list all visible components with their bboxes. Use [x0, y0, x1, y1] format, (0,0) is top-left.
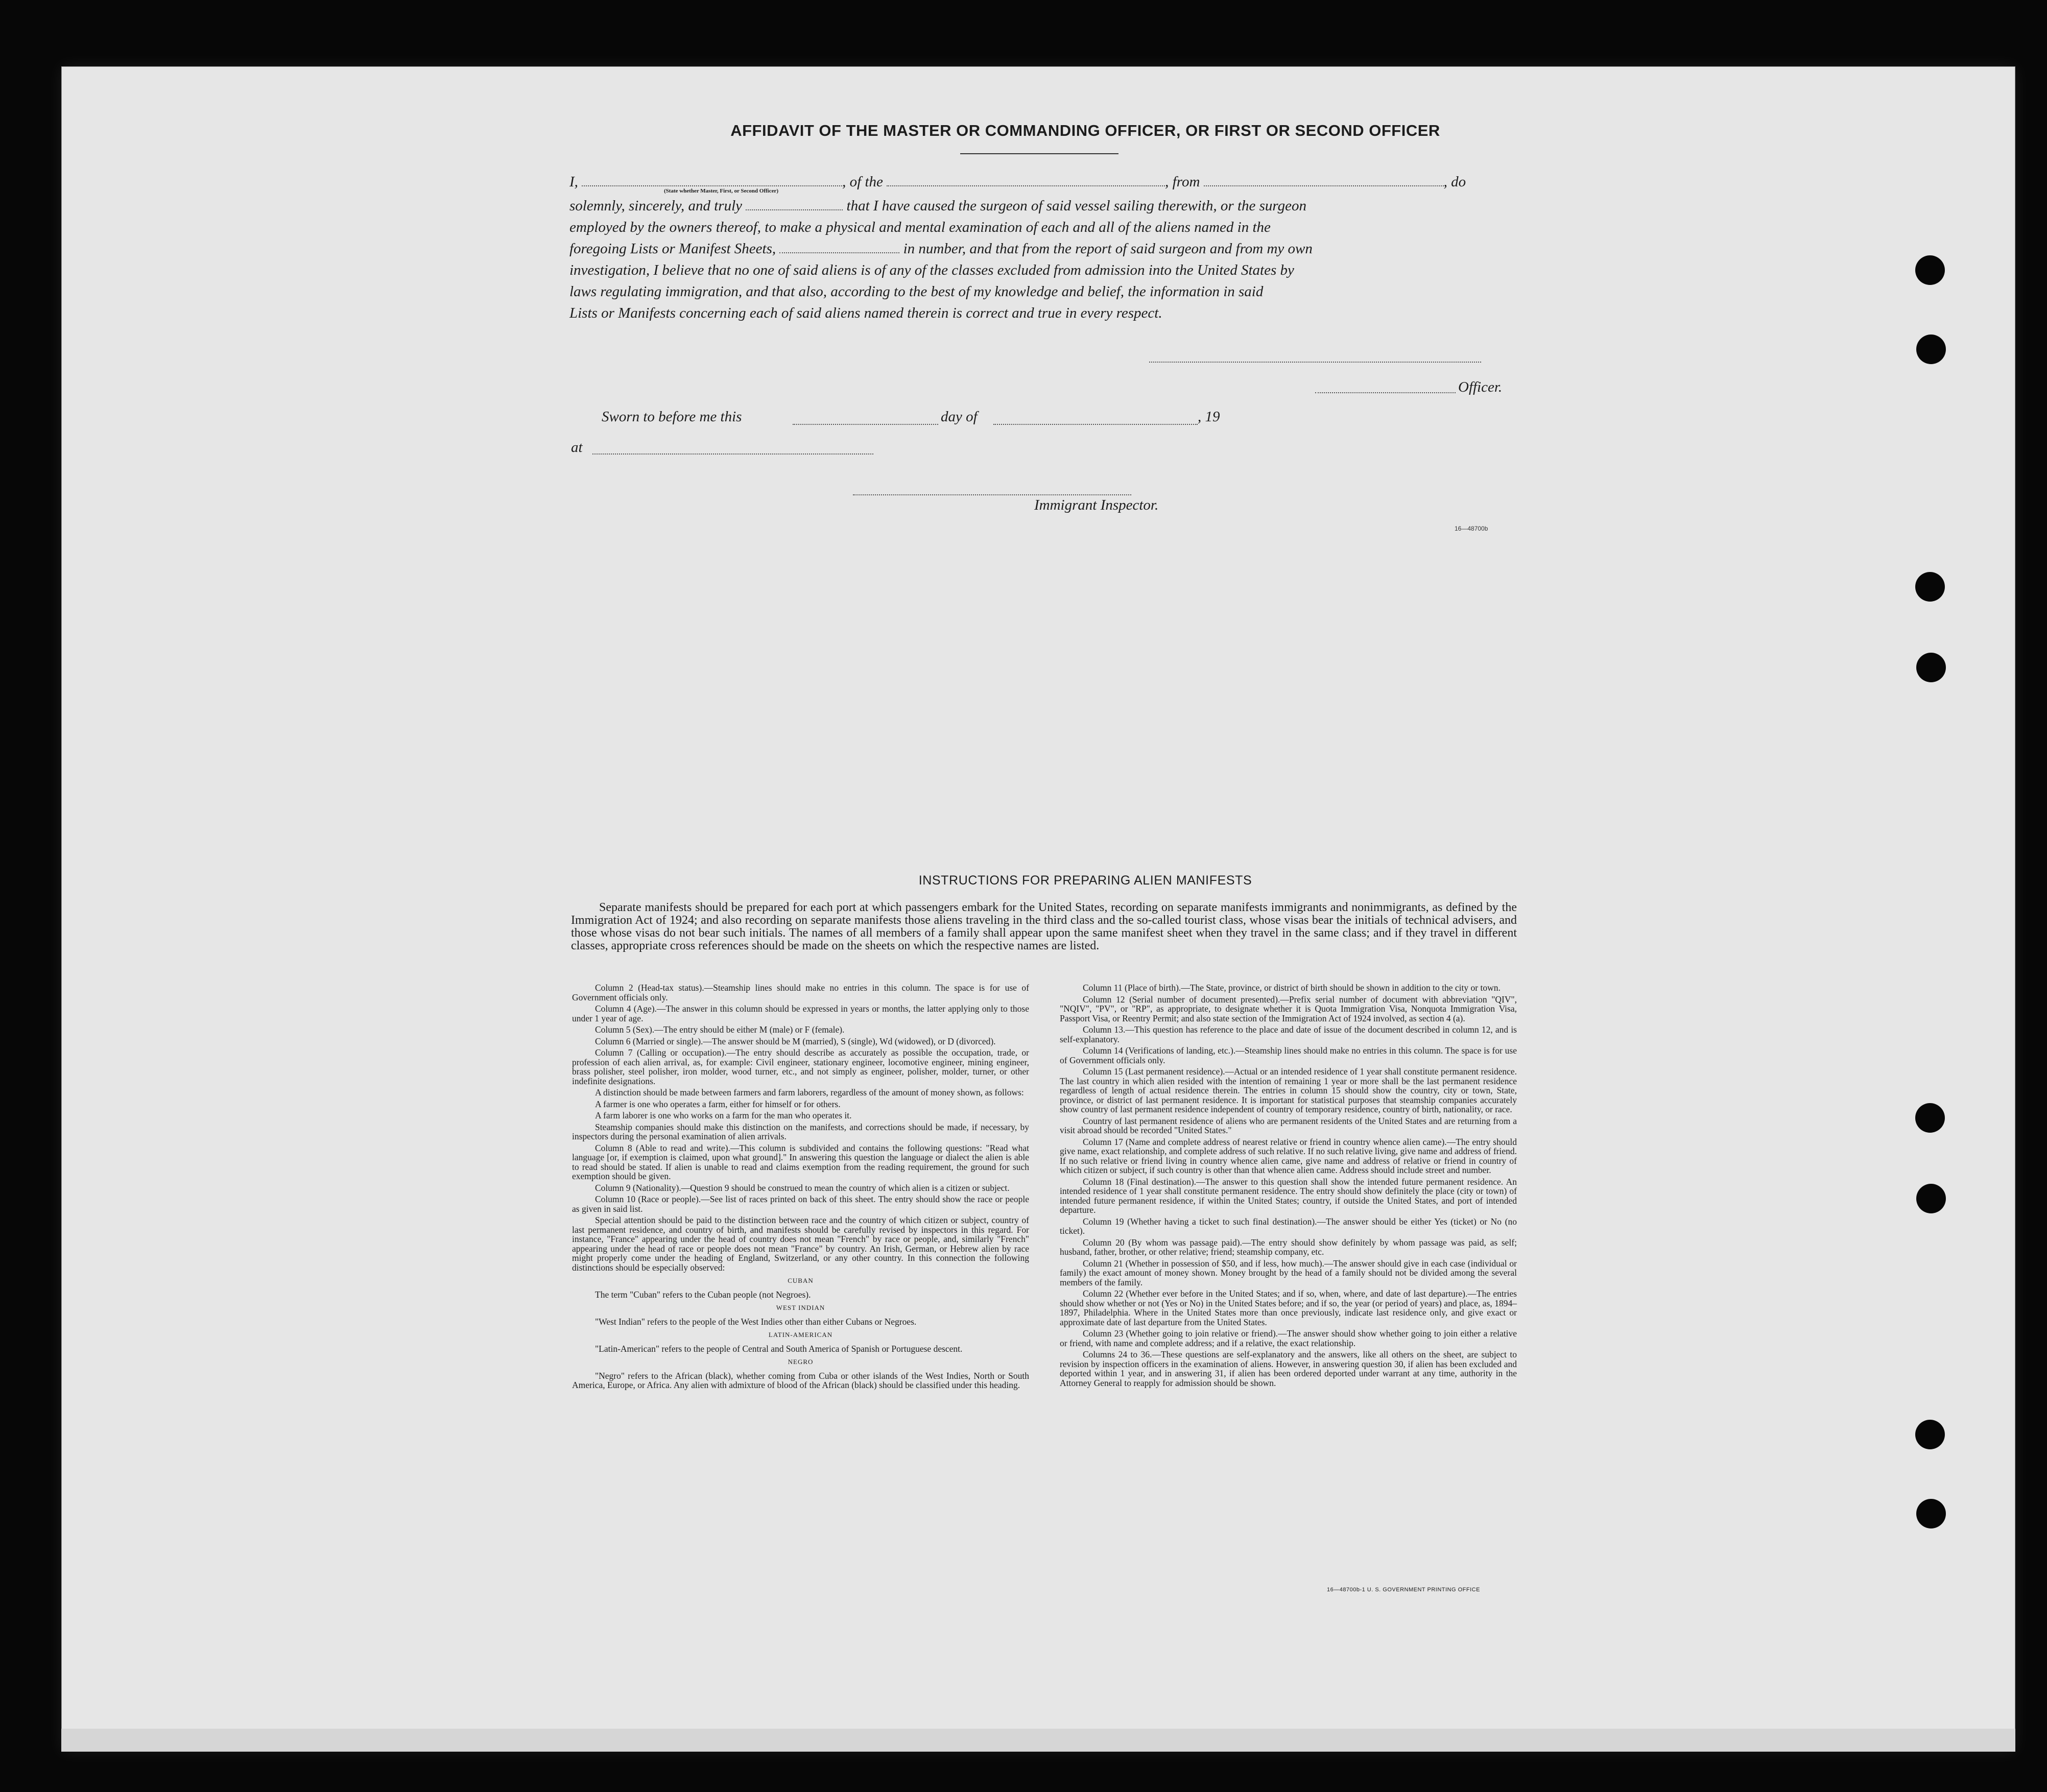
instruction-text: —Steamship lines should make no entries in this column. The space is for use of Government officials only. — [572, 983, 1029, 1002]
instruction-text: —The answer should be M (married), S (single), Wd (widowed), or D (divorced). — [703, 1036, 996, 1046]
instructions-right-column — [1060, 983, 1517, 1390]
place-blank — [592, 453, 873, 455]
affidavit-line-7: Lists or Manifests concerning each of said aliens named therein is correct and true in every respect. — [569, 305, 1162, 321]
instruction-paragraph — [572, 1088, 1029, 1097]
instruction-text: —Actual or an intended residence of 1 year shall constitute permanent residence. The last country in which alien resided with the intention of remaining 1 year or more shall be the last permanent residence regardless of length of actual residence therein. The entries in column 15 should show the country, city or town, State, province, or district of last permanent residence. It is important for statistical purposes that steamship companies accurately show country of last permanent residence independent of country of temporary residence, country of birth, nationality, or race. — [1060, 1066, 1517, 1114]
punch-hole — [1916, 334, 1946, 364]
punch-hole — [1915, 572, 1945, 602]
punch-hole — [1915, 1103, 1945, 1133]
punch-hole — [1916, 653, 1946, 682]
instruction-paragraph — [1060, 1137, 1517, 1175]
instruction-heading: Column 10 (Race or people). — [595, 1194, 701, 1204]
instruction-paragraph — [1060, 1217, 1517, 1236]
instruction-paragraph — [572, 983, 1029, 1002]
instruction-heading: Column 22 (Whether ever before in the United States; and if so, when, where, and date of last departure). — [1083, 1288, 1468, 1299]
instruction-heading: Column 6 (Married or single). — [595, 1036, 703, 1046]
instruction-text: Special attention should be paid to the distinction between race and the country of which citizen or subject, country of last permanent residence, and country of birth, and manifests should be carefully revised by inspectors in this regard. For instance, "France" appearing under the head of country does not mean "French" by race or people, and, similarly "French" appearing under the head of race or people does not mean "France" by country. An Irish, German, or Hebrew alien by race might properly come under the heading of England, Switzerland, or any other country. In this connection the following distinctions should be especially observed: — [572, 1215, 1029, 1273]
affidavit-do: , do — [1443, 174, 1466, 190]
negro-text: "Negro" refers to the African (black), whether coming from Cuba or other islands of the West Indies, North or South America, Europe, or Africa. Any alien with admixture of blood of the African (black) should be classified under this heading. — [572, 1370, 1029, 1390]
instruction-text: Country of last permanent residence of aliens who are permanent residents of the United States and are returning from a visit abroad should be recorded "United States." — [1060, 1115, 1517, 1135]
instruction-heading: Column 18 (Final destination). — [1083, 1176, 1197, 1187]
instruction-heading: Column 15 (Last permanent residence). — [1083, 1066, 1225, 1077]
title-rule — [960, 153, 1118, 154]
instruction-paragraph — [1060, 1177, 1517, 1215]
instruction-text: —This question has reference to the place and date of issue of the document described in column 12, and is self-explanatory. — [1060, 1024, 1517, 1044]
instruction-paragraph — [1060, 983, 1517, 993]
instruction-text: —This column is subdivided and contains the following questions: "Read what language [or, if exemption is claimed, upon what ground]." In answering this question the language or dialect the alien is able to read should be stated. If alien is unable to read and claims exemption from the reading requirement, the ground for such exemption should be given. — [572, 1142, 1029, 1181]
instruction-text: Columns 24 to 36.—These questions are self-explanatory and the answers, like all others on the sheet, are subject to revision by inspection officers in the examination of aliens. However, in answering question 30, if alien has been excluded and deported within 1 year, and in answering 31, if alien has been ordered deported under warrant at any time, authority in the Attorney General to reapply for admission should be shown. — [1060, 1349, 1517, 1388]
instruction-text: Steamship companies should make this distinction on the manifests, and corrections should be made, if necessary, by inspectors during the personal examination of alien arrivals. — [572, 1121, 1029, 1141]
signature-line — [1149, 362, 1481, 363]
instruction-paragraph — [572, 1111, 1029, 1120]
instruction-paragraph — [572, 1194, 1029, 1213]
instruction-paragraph — [1060, 1329, 1517, 1348]
footer-code: 16—48700b-1 U. S. GOVERNMENT PRINTING OFFICE — [1327, 1587, 1480, 1593]
instruction-paragraph — [1060, 1025, 1517, 1044]
instruction-paragraph — [572, 1143, 1029, 1181]
west-indian-heading: WEST INDIAN — [776, 1304, 825, 1311]
instruction-text: —The answer should show whether going to join either a relative or friend, with name and complete address; and if a relative, the exact relationship. — [1060, 1328, 1517, 1348]
instruction-paragraph — [572, 1004, 1029, 1023]
instruction-heading: Column 2 (Head-tax status). — [595, 983, 704, 993]
instructions-title: INSTRUCTIONS FOR PREPARING ALIEN MANIFESTS — [918, 873, 1252, 888]
cuban-text: The term "Cuban" refers to the Cuban people (not Negroes). — [595, 1289, 811, 1300]
punch-hole — [1915, 1420, 1945, 1449]
affidavit-line-4a: foregoing Lists or Manifest Sheets, — [569, 241, 776, 257]
instruction-text: —Steamship lines should make no entries in this column. The space is for use of Government officials only. — [1060, 1045, 1517, 1065]
latin-american-heading: LATIN-AMERICAN — [768, 1331, 833, 1339]
instruction-text: —The State, province, or district of birth should be shown in addition to the city or town. — [1181, 983, 1501, 993]
instruction-heading: Column 19 (Whether having a ticket to such final destination). — [1083, 1216, 1317, 1227]
affidavit-from: , from — [1165, 174, 1200, 190]
instruction-paragraph — [1060, 1289, 1517, 1327]
inspector-line — [853, 494, 1131, 495]
sworn-label: Sworn to before me this — [602, 409, 742, 425]
instructions-left-column — [572, 983, 1029, 1392]
instruction-heading: Column 9 (Nationality). — [595, 1182, 681, 1193]
affidavit-of-the: , of the — [842, 174, 883, 190]
oath-blank — [746, 198, 843, 210]
punch-hole — [1916, 1499, 1946, 1528]
officer-line — [1315, 392, 1456, 393]
instruction-heading: Column 12 (Serial number of document presented). — [1083, 994, 1280, 1005]
count-blank — [779, 241, 899, 253]
instruction-heading: Column 13. — [1083, 1024, 1126, 1035]
year-label: , 19 — [1198, 409, 1220, 425]
affidavit-line-3: employed by the owners thereof, to make a physical and mental examination of each and all of the aliens named in the — [569, 219, 1271, 235]
cuban-heading: CUBAN — [788, 1277, 814, 1284]
instruction-text: —The entries should show whether or not (Yes or No) in the United States before; and if so, the year (or period of years) and place, as, 1894–1897, Philadelphia. Where in the United States more than once previously, indicate last residence only, and give exact or approximate date of last departure from the United States. — [1060, 1288, 1517, 1327]
instruction-paragraph — [1060, 1116, 1517, 1135]
affidavit-line-2 — [569, 195, 1514, 217]
instruction-heading: Column 5 (Sex). — [595, 1024, 655, 1035]
affidavit-line-5: investigation, I believe that no one of said aliens is of any of the classes excluded from admission into the United States by — [569, 262, 1294, 278]
instruction-text: —The entry should describe as accurately as possible the occupation, trade, or profession of each alien arrival, as, for example: Civil engineer, stationary engineer, locomotive engineer, mining engineer, brass polisher, steel polisher, iron molder, wood turner, etc., and not simply as engineer, polisher, molder, turner, or other indefinite designations. — [572, 1047, 1029, 1086]
instruction-paragraph — [572, 1215, 1029, 1272]
instruction-text: —The entry should be either M (male) or F (female). — [654, 1024, 845, 1035]
affidavit-line-2a: solemnly, sincerely, and truly — [569, 198, 743, 214]
instruction-text: —Prefix serial number of document with abbreviation "QIV", "NQIV", "PV", or "RP", as appropriate, to designate whether it is Quota Immigration Visa, Nonquota Immigration Visa, Passport Visa, or Reentry Permit; and also state section of the Immigration Act of 1924 involved, as section 4 (a). — [1060, 994, 1517, 1023]
instruction-text: A distinction should be made between farmers and farm laborers, regardless of the amount of money shown, as follows: — [595, 1087, 1024, 1097]
instruction-heading: Column 23 (Whether going to join relative or friend). — [1083, 1328, 1278, 1339]
instruction-paragraph — [1060, 1046, 1517, 1065]
instruction-paragraph — [1060, 1067, 1517, 1114]
instruction-paragraph — [1060, 1238, 1517, 1257]
instruction-heading: Column 21 (Whether in possession of $50, and if less, how much). — [1083, 1258, 1324, 1269]
affidavit-line-6: laws regulating immigration, and that also, according to the best of my knowledge and belief, the information in said — [569, 283, 1264, 300]
instruction-text: —The answer should give in each case (individual or family) the exact amount of money shown. Money brought by the head of a family should not be divided among the several members of the family. — [1060, 1258, 1517, 1287]
punch-hole — [1915, 255, 1945, 285]
rank-note: (State whether Master, First, or Second Officer) — [664, 188, 779, 194]
instruction-paragraph — [572, 1048, 1029, 1086]
instruction-paragraph — [572, 1025, 1029, 1035]
port-blank — [1204, 174, 1444, 186]
form-code: 16—48700b — [1455, 525, 1488, 532]
day-blank — [793, 424, 938, 425]
rank-blank — [582, 174, 842, 186]
instruction-text: A farmer is one who operates a farm, either for himself or for others. — [595, 1098, 841, 1109]
instruction-heading: Column 4 (Age). — [595, 1003, 657, 1014]
instruction-text: —The entry should give name, exact relationship, and complete address of such relative. If no such relative living, give name and address of friend. If no such relative or friend living in country whence alien came, give name and address of relative or friend in country of which citizen or subject, if such country is other than that whence alien came. Address should include street and number. — [1060, 1136, 1517, 1175]
instruction-text: —The answer to this question shall show the intended future permanent residence. An intended residence of 1 year shall constitute permanent residence. The entry should show definitely the place (city or town) of intended future permanent residence, if within the United States; country, if outside the United States, and port of intended departure. — [1060, 1176, 1517, 1215]
affidavit-line-4 — [569, 238, 1514, 259]
instruction-text: A farm laborer is one who works on a farm for the man who operates it. — [595, 1110, 852, 1120]
punch-hole — [1916, 1184, 1946, 1213]
vessel-blank — [887, 174, 1165, 186]
latin-american-text: "Latin-American" refers to the people of Central and South America of Spanish or Portuguese descent. — [595, 1343, 963, 1354]
instruction-heading: Column 20 (By whom was passage paid). — [1083, 1237, 1242, 1248]
instruction-heading: Column 7 (Calling or occupation). — [595, 1047, 727, 1058]
instruction-paragraph — [572, 1122, 1029, 1141]
instruction-paragraph — [572, 1100, 1029, 1109]
negro-heading: NEGRO — [788, 1358, 814, 1366]
inspector-label: Immigrant Inspector. — [1034, 497, 1159, 513]
day-of-label: day of — [941, 409, 978, 425]
instruction-text: —The answer in this column should be expressed in years or months, the latter applying only to those under 1 year of age. — [572, 1003, 1029, 1023]
affidavit-i: I, — [569, 174, 578, 190]
instruction-text: —See list of races printed on back of this sheet. The entry should show the race or people as given in said list. — [572, 1194, 1029, 1214]
instruction-text: —The answer should be either Yes (ticket) or No (no ticket). — [1060, 1216, 1517, 1236]
sheet-bottom-edge — [61, 1729, 2015, 1752]
instruction-heading: Column 8 (Able to read and write). — [595, 1142, 730, 1153]
at-label: at — [571, 439, 583, 456]
instruction-paragraph — [1060, 995, 1517, 1023]
instruction-text: —Question 9 should be construed to mean the country of which alien is a citizen or subject. — [681, 1182, 1010, 1193]
instruction-paragraph — [1060, 1259, 1517, 1287]
instructions-intro: Separate manifests should be prepared for each port at which passengers embark for the United States, recording on separate manifests immigrants and nonimmigrants, as defined by the Immigration Act of 1924; and also recording on separate manifests those aliens traveling in the third class and the so-called tourist class, whose visas bear the initials of technical advisers, and those whose visas do not bear such initials. The names of all members of a family shall appear upon the same manifest sheet when they travel in the same class; and if they travel in different classes, appropriate cross references should be made on the sheets on which the respective names are listed. — [571, 901, 1517, 952]
west-indian-text: "West Indian" refers to the people of the West Indies other than either Cubans or Negroes. — [595, 1316, 917, 1327]
instruction-paragraph — [1060, 1350, 1517, 1388]
instruction-heading: Column 11 (Place of birth). — [1083, 983, 1181, 993]
officer-label: Officer. — [1458, 379, 1503, 395]
affidavit-line-4b: in number, and that from the report of said surgeon and from my own — [903, 241, 1313, 257]
month-blank — [993, 424, 1198, 425]
instruction-text: —The entry should show definitely by whom passage was paid, as self; husband, father, brother, or other relative; friend; steamship company, etc. — [1060, 1237, 1517, 1257]
instruction-heading: Column 17 (Name and complete address of nearest relative or friend in country whence alien came). — [1083, 1136, 1447, 1147]
instruction-heading: Column 14 (Verifications of landing, etc.). — [1083, 1045, 1236, 1056]
instruction-paragraph — [572, 1037, 1029, 1046]
instruction-paragraph — [572, 1183, 1029, 1193]
affidavit-title: AFFIDAVIT OF THE MASTER OR COMMANDING OFFICER, OR FIRST OR SECOND OFFICER — [730, 122, 1440, 139]
affidavit-line-2b: that I have caused the surgeon of said vessel sailing therewith, or the surgeon — [846, 198, 1307, 214]
